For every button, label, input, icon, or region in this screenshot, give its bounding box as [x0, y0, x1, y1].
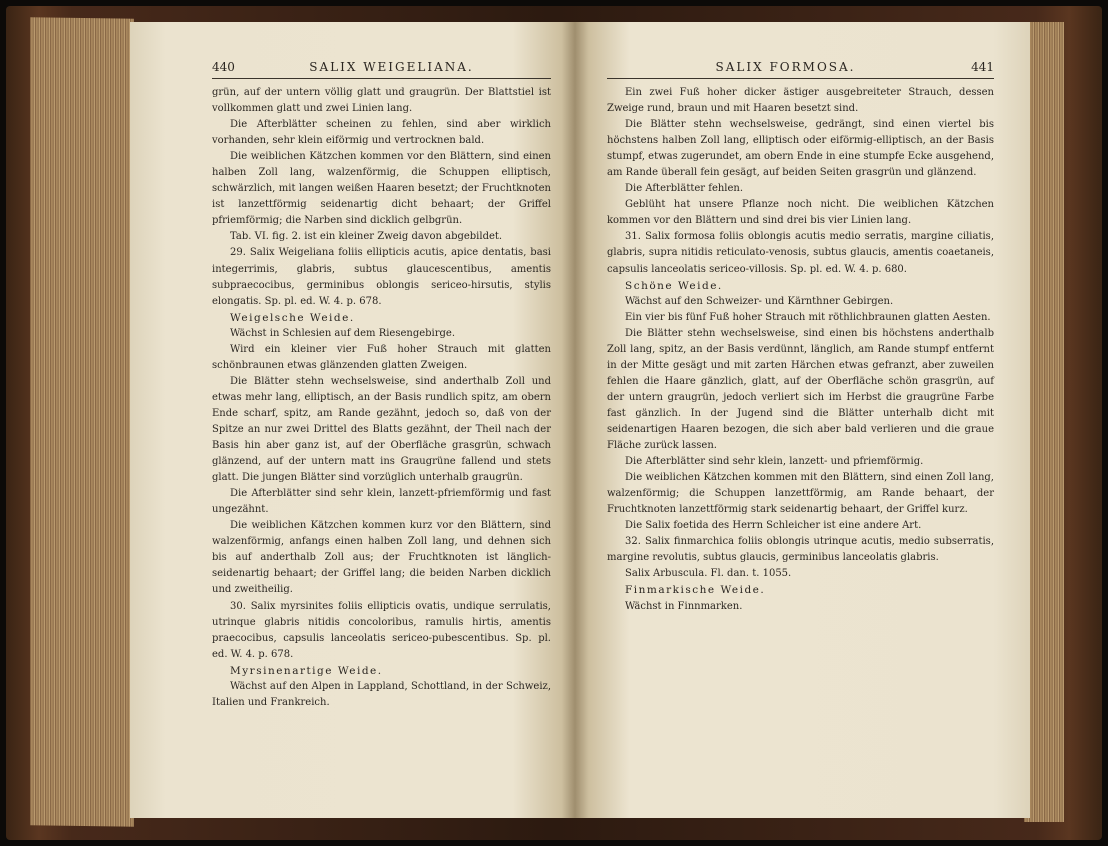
- paragraph: Die Afterblätter fehlen.: [625, 183, 744, 195]
- paragraph: grün, auf der untern völlig glatt und graugrün. Der Blattstiel ist vollkommen glatt und zwei Linien lang.: [212, 87, 551, 115]
- species-diagnosis: 31. Salix formosa foliis oblongis acutis medio serratis, margine ciliatis, glabris, supra nitidis reticulato-venosis, subtus glaucis, amentis coaetaneis, capsulis lanceolatis sericeo-villosis. Sp. pl. ed. W. 4. p. 680.: [607, 231, 994, 275]
- right-page-body: [607, 85, 994, 615]
- paragraph: Wird ein kleiner vier Fuß hoher Strauch mit glatten schönbraunen etwas glänzenden glatten Zweigen.: [212, 343, 551, 371]
- paragraph: Tab. VI. fig. 2. ist ein kleiner Zweig davon abgebildet.: [230, 231, 503, 243]
- paragraph: Die Blätter stehn wechselsweise, gedrängt, sind einen viertel bis höchstens halben Zoll lang, elliptisch oder eiförmig-elliptisch, an der Basis stumpf, etwas zugerundet, am obern Ende in eine stumpfe Ecke ausgehend, am Rande überall fein gesägt, auf beiden Seiten grasgrün und glänzend.: [607, 119, 994, 179]
- paragraph: Salix Arbuscula. Fl. dan. t. 1055.: [625, 568, 792, 580]
- left-page-number: 440: [212, 60, 235, 74]
- species-diagnosis: 30. Salix myrsinites foliis ellipticis ovatis, undique serrulatis, utrinque glabris nitidis concoloribus, ramulis hirtis, amentis praecocibus, capsulis lanceolatis sericeo-pubescentibus. Sp. pl. ed. W. 4. p. 678.: [212, 600, 551, 660]
- paragraph: Ein zwei Fuß hoher dicker ästiger ausgebreiteter Strauch, dessen Zweige rund, braun und mit Haaren besetzt sind.: [607, 87, 994, 115]
- species-common-name: Myrsinenartige Weide.: [230, 664, 383, 677]
- paragraph: Die Blätter stehn wechselsweise, sind anderthalb Zoll und etwas mehr lang, elliptisch, an der Basis rundlich spitz, am obern Ende scharf, spitz, am Rande gezähnt, jedoch so, daß von der Spitze an nur zwei Drittel des Blatts gezähnt, der Theil nach der Basis hin aber ganz ist, auf der Oberfläche grasgrün, schwach glänzend, auf der untern matt ins Graugrüne fallend und stets glatt. Die jungen Blätter sind vorzüglich unterhalb graugrün.: [212, 375, 551, 484]
- paragraph: Die Salix foetida des Herrn Schleicher ist eine andere Art.: [625, 520, 922, 532]
- paragraph: Die Afterblätter scheinen zu fehlen, sind aber wirklich vorhanden, sehr klein eiförmig und vertrocknen bald.: [212, 119, 551, 147]
- paragraph: Die Blätter stehn wechselsweise, sind einen bis höchstens anderthalb Zoll lang, spitz, an der Basis verdünnt, länglich, am Rande stumpf entfernt in der Mitte gesägt und mit zarten Härchen etwas gefranzt, aber zuweilen fehlen die Haare gänzlich, glatt, auf der Oberfläche schön grasgrün, auf der untern graugrün, jedoch verliert sich im Herbst die graugrüne Farbe fast gänzlich. In der Jugend sind die Blätter unterhalb dicht mit seidenartigen Haaren bezogen, die sich aber bald verlieren und die graue Fläche zurück lassen.: [607, 327, 994, 452]
- paragraph: Wächst in Finnmarken.: [625, 600, 743, 612]
- paragraph: Ein vier bis fünf Fuß hoher Strauch mit röthlichbraunen glatten Aesten.: [625, 311, 991, 323]
- paragraph: Wächst auf den Alpen in Lappland, Schottland, in der Schweiz, Italien und Frankreich.: [212, 680, 551, 708]
- species-diagnosis: 32. Salix finmarchica foliis oblongis utrinque acutis, medio subserratis, margine revolutis, subtus glaucis, germinibus lanceolatis glabris.: [607, 536, 994, 564]
- right-page: [575, 22, 1030, 818]
- paragraph: Die weiblichen Kätzchen kommen mit den Blättern, sind einen Zoll lang, walzenförmig; die Schuppen lanzettförmig, am Rande behaart, der Fruchtknoten lanzettförmig stark seidenartig behaart, der Griffel kurz.: [607, 472, 994, 516]
- paragraph: Die Afterblätter sind sehr klein, lanzett-pfriemförmig und fast ungezähnt.: [212, 488, 551, 516]
- species-diagnosis: 29. Salix Weigeliana foliis ellipticis acutis, apice dentatis, basi integerrimis, glabris, subtus glaucescentibus, amentis subpraecocibus, germinibus oblongis sericeo-hirsutis, stylis elongatis. Sp. pl. ed. W. 4. p. 678.: [212, 247, 551, 307]
- species-common-name: Finmarkische Weide.: [625, 584, 766, 597]
- paragraph: Wächst auf den Schweizer- und Kärnthner Gebirgen.: [625, 295, 894, 307]
- paragraph: Die weiblichen Kätzchen kommen vor den Blättern, sind einen halben Zoll lang, walzenförmig, die Schuppen elliptisch, schwärzlich, mit langen weißen Haaren besetzt; der Fruchtknoten ist lanzettförmig seidenartig dicht behaart; der Griffel pfriemförmig; die Narben sind dicklich gelbgrün.: [212, 151, 551, 227]
- page-edges-left: [30, 17, 134, 826]
- right-page-number: 441: [971, 60, 994, 74]
- page-edges-right: [1024, 22, 1064, 822]
- left-page-body: [212, 85, 551, 711]
- paragraph: Die weiblichen Kätzchen kommen kurz vor den Blättern, sind walzenförmig, anfangs einen halben Zoll lang, und dehnen sich bis auf anderthalb Zoll aus; der Fruchtknoten ist länglich-seidenartig behaart; der Griffel lang; die beiden Narben dicklich und zweitheilig.: [212, 520, 551, 596]
- left-running-head: [212, 58, 551, 79]
- right-running-head: [607, 58, 994, 79]
- left-running-title: SALIX WEIGELIANA.: [309, 60, 474, 74]
- paragraph: Wächst in Schlesien auf dem Riesengebirge.: [230, 327, 456, 339]
- paragraph: Die Afterblätter sind sehr klein, lanzett- und pfriemförmig.: [625, 456, 924, 468]
- species-common-name: Schöne Weide.: [625, 279, 723, 292]
- paragraph: Geblüht hat unsere Pflanze noch nicht. Die weiblichen Kätzchen kommen vor den Blättern und sind drei bis vier Linien lang.: [607, 199, 994, 227]
- left-page: [130, 22, 575, 818]
- species-common-name: Weigelsche Weide.: [230, 311, 355, 324]
- right-running-title: SALIX FORMOSA.: [715, 60, 856, 74]
